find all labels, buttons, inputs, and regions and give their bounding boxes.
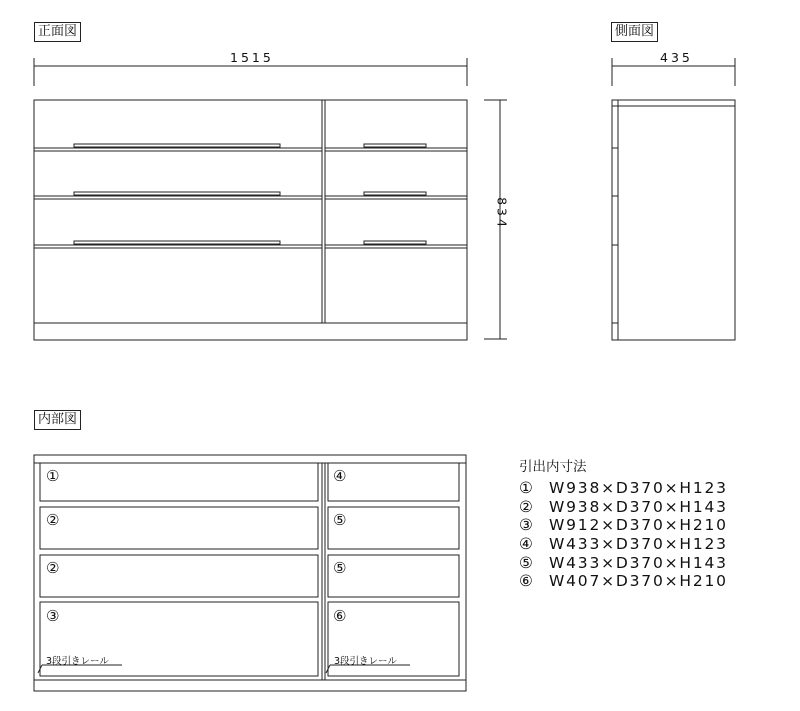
spec-number: ⑥ (519, 572, 533, 591)
height-dimension: 834 (494, 197, 510, 230)
spec-row (519, 572, 728, 591)
spec-title: 引出内寸法 (519, 459, 587, 475)
spec-text: W433×D370×H143 (549, 553, 728, 572)
interior-view-label: 内部図 (34, 410, 81, 430)
spec-text: W938×D370×H123 (549, 479, 728, 498)
spec-row (519, 516, 728, 535)
rail-label: 3段引きレール (334, 656, 397, 667)
spec-number: ⑤ (519, 553, 533, 572)
spec-number: ① (519, 479, 533, 498)
spec-number: ③ (519, 516, 533, 535)
side-view-label: 側面図 (611, 22, 658, 42)
drawer-number: ⑤ (333, 559, 347, 577)
drawer-number: ② (46, 559, 60, 577)
width-dimension: 1515 (230, 50, 274, 65)
rail-label: 3段引きレール (46, 656, 109, 667)
spec-row (519, 535, 728, 554)
drawer-number: ② (46, 511, 60, 529)
spec-number: ④ (519, 535, 533, 554)
drawer-number: ④ (333, 467, 347, 485)
side-view-cabinet (612, 100, 735, 340)
drawer-number: ③ (46, 607, 60, 625)
spec-text: W912×D370×H210 (549, 516, 728, 535)
spec-number: ② (519, 497, 533, 516)
spec-text: W938×D370×H143 (549, 497, 728, 516)
front-view-label: 正面図 (34, 22, 81, 42)
drawer-number: ⑥ (333, 607, 347, 625)
spec-text: W407×D370×H210 (549, 572, 728, 591)
drawer-number: ① (46, 467, 60, 485)
spec-row (519, 498, 728, 517)
drawer-inner-dimensions (519, 455, 728, 591)
spec-text: W433×D370×H123 (549, 535, 728, 554)
spec-row (519, 553, 728, 572)
spec-row (519, 479, 728, 498)
depth-dimension: 435 (660, 50, 693, 65)
drawer-number: ⑤ (333, 511, 347, 529)
front-view-cabinet (34, 100, 467, 340)
